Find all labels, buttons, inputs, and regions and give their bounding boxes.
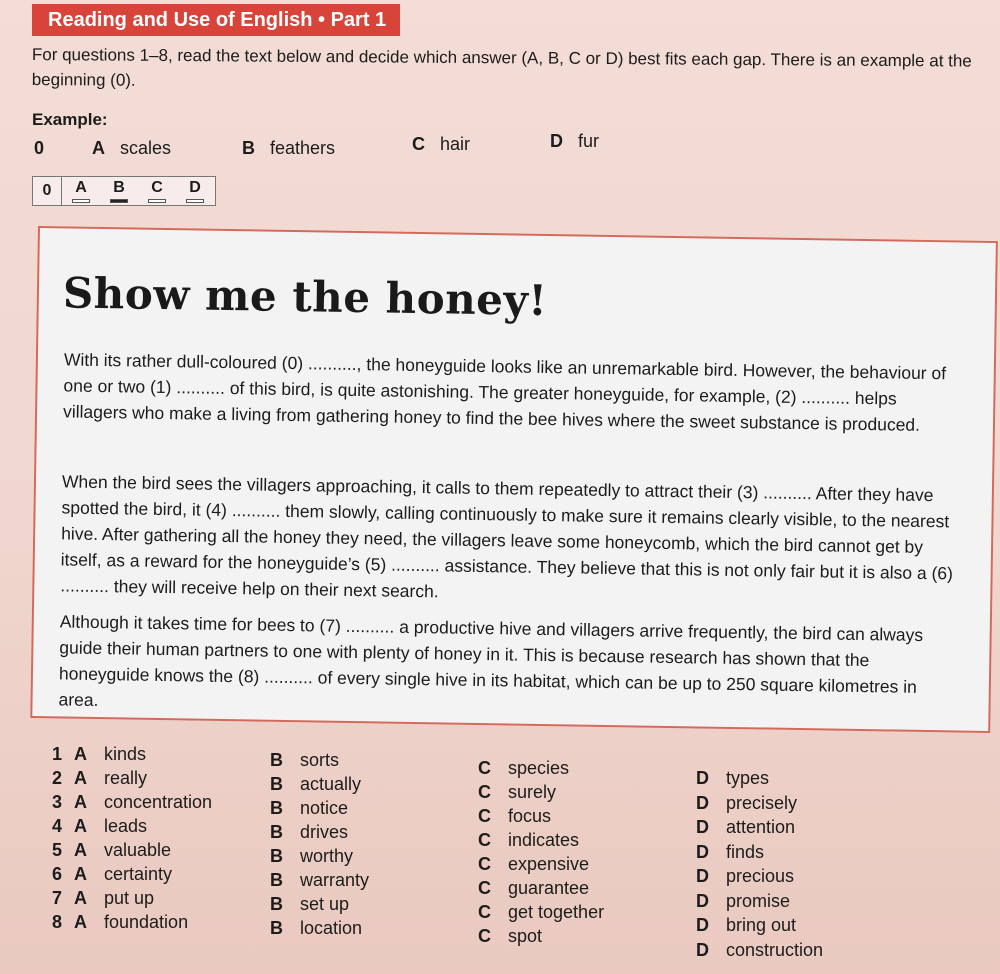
option-letter: A	[74, 816, 87, 836]
option-2-b	[270, 774, 361, 795]
option-letter: A	[74, 888, 87, 908]
option-word: foundation	[104, 912, 189, 932]
option-word: concentration	[104, 792, 213, 812]
option-letter: C	[478, 830, 491, 850]
option-letter: D	[550, 131, 563, 151]
answer-grid-number: 0	[33, 177, 62, 205]
example-answer-grid	[32, 176, 216, 206]
option-letter: D	[696, 768, 709, 788]
option-letter: B	[270, 918, 283, 938]
option-2-c	[478, 782, 556, 803]
option-2-d	[696, 793, 797, 814]
example-option-c	[412, 134, 470, 155]
option-4-c	[478, 830, 579, 851]
option-word: species	[508, 758, 570, 778]
option-letter: C	[478, 806, 491, 826]
option-letter: D	[696, 841, 709, 862]
section-header: Reading and Use of English • Part 1	[32, 4, 400, 36]
option-letter: C	[478, 926, 491, 946]
answer-grid-option-b[interactable]: B	[100, 179, 138, 203]
question-number: 3	[52, 792, 63, 812]
instructions-text: For questions 1–8, read the text below and decide which answer (A, B, C or D) best fits each gap. There is an example at the beginning (0).	[31, 44, 972, 90]
option-word: construction	[726, 939, 824, 960]
option-6-b	[270, 870, 369, 891]
option-1-c	[478, 758, 569, 779]
option-letter: D	[696, 915, 709, 935]
option-word: focus	[508, 806, 552, 826]
question-number: 6	[52, 864, 63, 884]
option-7-c	[478, 902, 604, 923]
option-letter: B	[270, 846, 283, 866]
option-letter: A	[92, 138, 105, 158]
option-letter: D	[696, 792, 709, 813]
option-letter: B	[270, 798, 283, 818]
option-word: feathers	[270, 138, 336, 158]
option-word: really	[104, 768, 148, 788]
option-word: notice	[300, 798, 349, 818]
option-word: types	[726, 768, 770, 788]
answer-grid-option-c[interactable]: C	[138, 179, 176, 203]
question-number: 2	[52, 768, 63, 788]
option-7-b	[270, 894, 349, 915]
option-word: bring out	[726, 915, 797, 935]
example-option-b	[242, 138, 335, 159]
option-letter: B	[270, 822, 283, 842]
option-4-d	[696, 842, 764, 863]
option-word: leads	[104, 816, 148, 836]
option-word: finds	[726, 841, 765, 862]
option-word: get together	[508, 902, 605, 922]
option-word: valuable	[104, 840, 172, 860]
option-word: precisely	[726, 792, 798, 813]
option-8-d	[696, 940, 823, 961]
option-letter: A	[74, 912, 87, 932]
option-4-a	[52, 816, 147, 837]
option-word: fur	[578, 131, 600, 151]
option-letter: B	[270, 894, 283, 914]
option-word: precious	[726, 866, 795, 886]
option-8-c	[478, 926, 542, 947]
option-letter: B	[242, 138, 255, 158]
option-letter: A	[74, 768, 87, 788]
option-6-a	[52, 864, 172, 885]
option-5-b	[270, 846, 353, 867]
option-letter: D	[696, 939, 709, 960]
option-letter: C	[478, 758, 491, 778]
option-letter: D	[696, 866, 709, 886]
option-3-a	[52, 792, 212, 813]
option-6-c	[478, 878, 589, 899]
option-5-c	[478, 854, 589, 875]
option-2-a	[52, 768, 147, 789]
passage-paragraph-1: With its rather dull-coloured (0) .........., the honeyguide looks like an unremarkable bird. However, the behaviour of one or two (1) .......... of this bird, is quite astonishing. The greater honeyguide, for example, (2) .......... helps villagers who make a living from gathering honey to find the bee hives where the sweet substance is produced.	[62, 349, 947, 435]
passage-title: Show me the honey!	[62, 268, 548, 326]
example-number: 0	[34, 138, 45, 158]
option-letter: B	[270, 870, 283, 890]
option-word: warranty	[300, 870, 370, 890]
option-letter: C	[478, 878, 491, 898]
option-letter: B	[270, 774, 283, 794]
option-word: scales	[120, 138, 172, 158]
option-word: indicates	[508, 830, 580, 850]
option-letter: A	[74, 840, 87, 860]
option-word: worthy	[300, 846, 354, 866]
option-word: hair	[440, 134, 471, 154]
option-3-c	[478, 806, 551, 827]
question-number: 4	[52, 816, 63, 836]
question-number: 8	[52, 912, 63, 932]
option-letter: C	[478, 902, 491, 922]
option-5-d	[696, 866, 794, 887]
option-1-a	[52, 744, 146, 765]
example-label: Example:	[32, 110, 108, 129]
option-word: expensive	[508, 854, 590, 874]
option-word: actually	[300, 774, 362, 794]
option-1-d	[696, 768, 769, 789]
passage-box	[30, 226, 998, 733]
option-letter: C	[478, 782, 491, 802]
option-letter: A	[74, 744, 87, 764]
option-8-a	[52, 912, 188, 933]
example-option-d	[550, 131, 599, 152]
option-word: sorts	[300, 750, 340, 770]
option-word: certainty	[104, 864, 173, 884]
question-number: 7	[52, 888, 63, 908]
option-letter: D	[696, 817, 709, 837]
option-letter: A	[74, 792, 87, 812]
option-7-a	[52, 888, 154, 909]
option-letter: C	[412, 134, 425, 154]
example-option-a	[92, 138, 171, 159]
option-word: set up	[300, 894, 350, 914]
option-word: drives	[300, 822, 349, 842]
answer-grid-option-d[interactable]: D	[176, 179, 214, 203]
option-word: spot	[508, 926, 543, 946]
option-letter: B	[270, 750, 283, 770]
question-number: 5	[52, 840, 63, 860]
option-6-d	[696, 891, 790, 912]
option-3-d	[696, 817, 795, 838]
option-word: location	[300, 918, 363, 938]
option-letter: C	[478, 854, 491, 874]
passage-paragraph-2: When the bird sees the villagers approaching, it calls to them repeatedly to attract their (3) .......... After they have spotted the bird, it (4) .......... them slowly, calling continuously to make sure it remains clearly visible, to the nearest hive. After gathering all the honey they need, the villagers leave some honeycomb, which the bird cannot get by itself, as a reward for the honeyguide’s (5) .......... assistance. They believe that this is not only fair but it is also a (6) .......... they will receive help on their next search.	[60, 471, 954, 602]
option-letter: D	[696, 890, 709, 911]
option-word: guarantee	[508, 878, 590, 898]
question-number: 1	[52, 744, 63, 764]
option-letter: A	[74, 864, 87, 884]
option-word: attention	[726, 817, 796, 837]
option-1-b	[270, 750, 339, 771]
option-5-a	[52, 840, 171, 861]
option-3-b	[270, 798, 348, 819]
option-word: put up	[104, 888, 155, 908]
passage-paragraph-3: Although it takes time for bees to (7) .......... a productive hive and villagers arrive frequently, the bird can always guide their human partners to one with plenty of honey in it. This is because research has shown that the honeyguide knows the (8) .......... of every single hive in its habitat, which can be up to 250 square kilometres in area.	[58, 611, 924, 711]
option-4-b	[270, 822, 348, 843]
option-word: promise	[726, 890, 791, 911]
option-word: kinds	[104, 744, 147, 764]
option-word: surely	[508, 782, 557, 802]
option-8-b	[270, 918, 362, 939]
answer-grid-option-a[interactable]: A	[62, 179, 100, 203]
option-7-d	[696, 915, 796, 936]
